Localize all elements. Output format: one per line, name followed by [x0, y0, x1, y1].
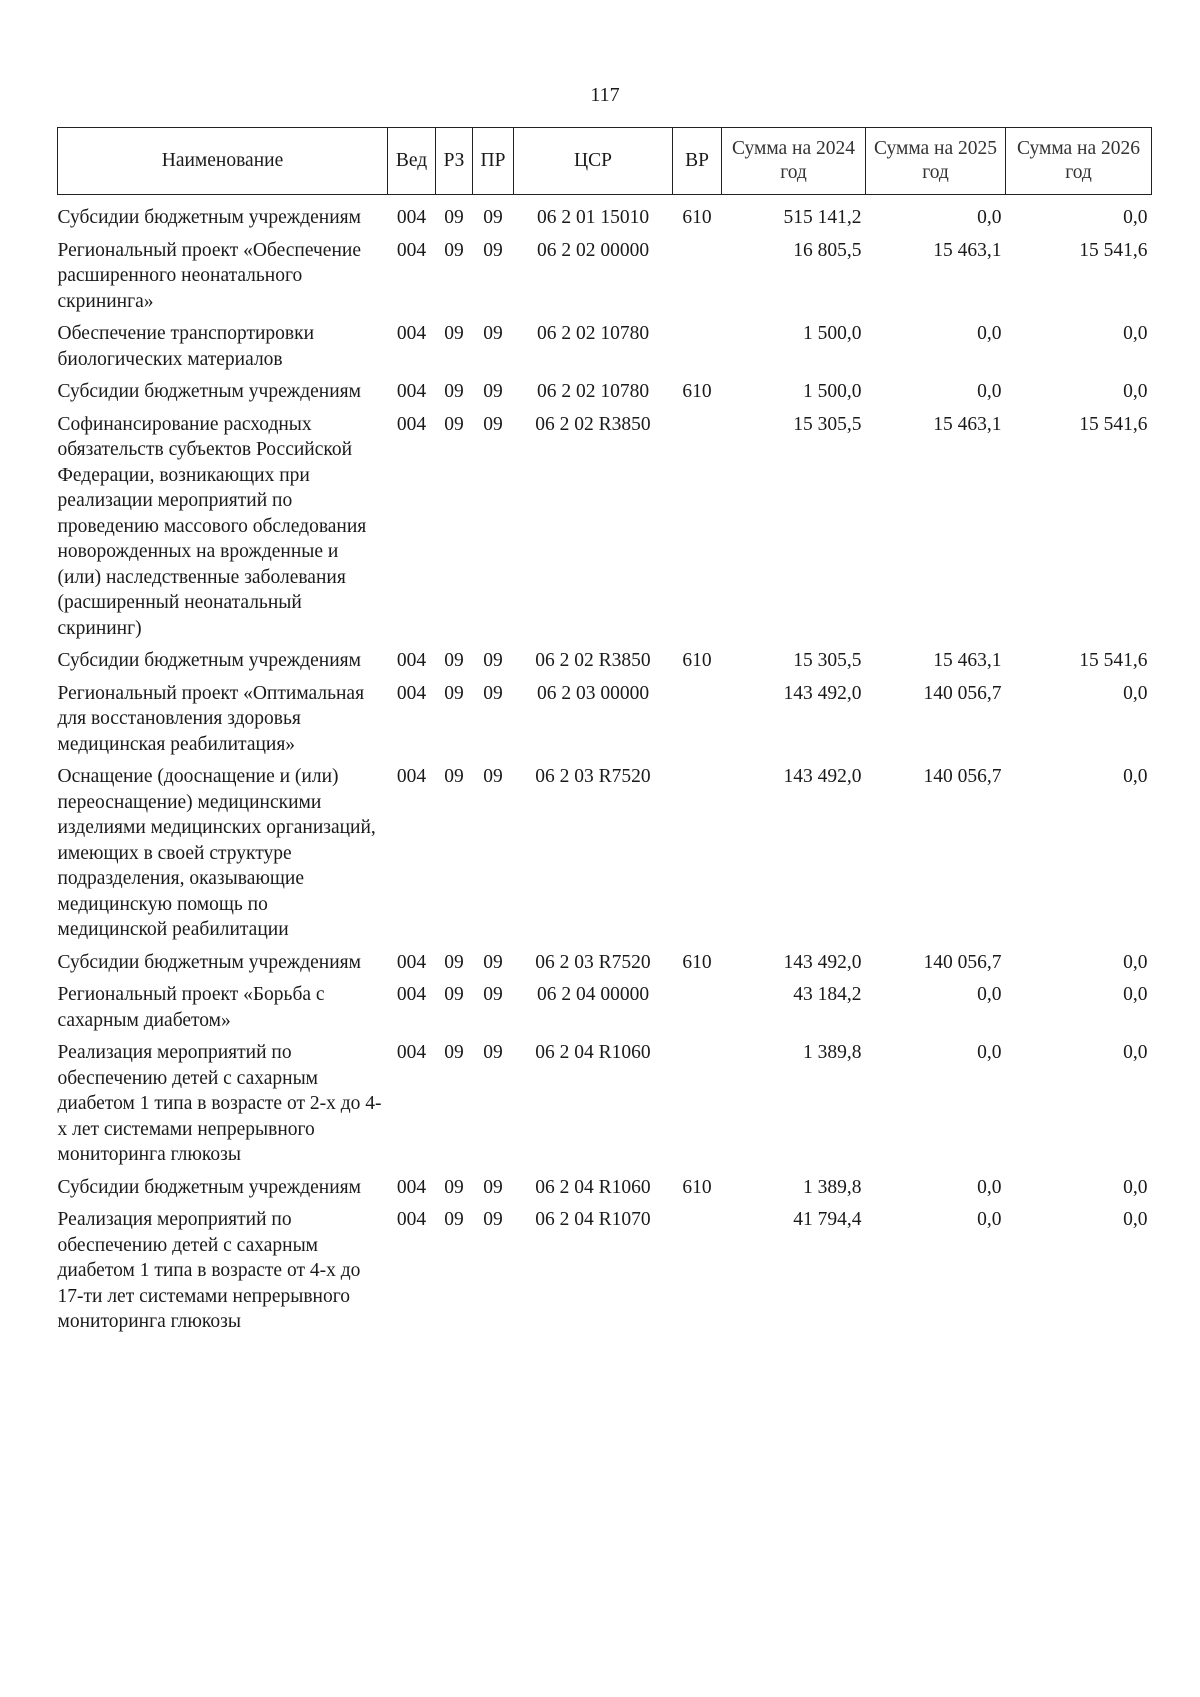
row-sum-2025: 0,0 — [977, 1209, 1002, 1230]
row-pr: 09 — [483, 766, 503, 787]
table-row — [58, 405, 1152, 642]
row-sum-2025: 0,0 — [977, 1042, 1002, 1063]
row-vr — [673, 975, 722, 1033]
row-vr: 610 — [682, 1176, 712, 1198]
header-pr: ПР — [473, 128, 514, 195]
row-sum-2025: 0,0 — [977, 323, 1002, 344]
row-sum-2026: 0,0 — [1123, 766, 1148, 787]
row-name: Реализация мероприятий по обеспечению детей с сахарным диабетом 1 типа в возрасте от 2-х до 4-х лет системами непрерывного мониторинга глюкозы — [57, 1042, 382, 1165]
table-row — [58, 1168, 1152, 1201]
row-sum-2024: 143 492,0 — [783, 951, 862, 973]
row-name: Субсидии бюджетным учреждениям — [57, 207, 361, 228]
row-sum-2025: 140 056,7 — [923, 951, 1002, 973]
row-vr: 610 — [682, 650, 712, 671]
row-rz: 09 — [444, 984, 464, 1005]
table-row — [58, 757, 1152, 943]
row-sum-2024: 1 500,0 — [803, 381, 862, 402]
row-csr: 06 2 03 00000 — [536, 682, 650, 704]
table-row — [58, 231, 1152, 315]
row-ved: 004 — [396, 1176, 427, 1198]
row-sum-2024: 41 794,4 — [793, 1209, 862, 1230]
row-sum-2024: 15 305,5 — [793, 413, 862, 435]
header-name: Наименование — [58, 128, 388, 195]
row-ved: 004 — [396, 239, 427, 261]
row-pr: 09 — [483, 682, 503, 704]
row-sum-2024: 15 305,5 — [793, 650, 862, 671]
row-sum-2024: 1 389,8 — [803, 1042, 862, 1063]
row-ved: 004 — [396, 682, 427, 704]
row-sum-2026: 0,0 — [1123, 207, 1148, 228]
row-name: Реализация мероприятий по обеспечению детей с сахарным диабетом 1 типа в возрасте от 4-х до 17-ти лет системами непрерывного мониторинга глюкозы — [57, 1209, 361, 1332]
row-sum-2026: 0,0 — [1123, 1042, 1148, 1063]
row-rz: 09 — [444, 1176, 464, 1198]
row-rz: 09 — [444, 207, 464, 228]
row-pr: 09 — [483, 381, 503, 402]
row-sum-2024: 143 492,0 — [783, 682, 862, 704]
row-sum-2026: 0,0 — [1123, 984, 1148, 1005]
table-body — [58, 195, 1152, 1335]
table-row — [58, 975, 1152, 1033]
table-row — [58, 641, 1152, 674]
row-vr — [673, 674, 722, 758]
row-vr — [673, 314, 722, 372]
row-vr: 610 — [682, 207, 712, 228]
row-sum-2024: 43 184,2 — [793, 984, 862, 1005]
header-sum-2024: Сумма на 2024 год — [722, 128, 866, 195]
row-sum-2026: 0,0 — [1123, 951, 1148, 973]
table-row — [58, 943, 1152, 976]
row-rz: 09 — [444, 951, 464, 973]
row-ved: 004 — [396, 951, 427, 973]
row-rz: 09 — [444, 413, 464, 435]
row-ved: 004 — [396, 1042, 427, 1063]
row-pr: 09 — [483, 1209, 503, 1230]
table-row — [58, 195, 1152, 231]
header-csr: ЦСР — [514, 128, 673, 195]
row-rz: 09 — [444, 766, 464, 787]
row-sum-2026: 15 541,6 — [1079, 239, 1148, 261]
row-name: Обеспечение транспортировки биологических материалов — [57, 323, 315, 370]
row-vr: 610 — [682, 951, 712, 973]
row-csr: 06 2 02 R3850 — [535, 650, 651, 671]
row-pr: 09 — [483, 413, 503, 435]
row-csr: 06 2 02 10780 — [536, 323, 650, 344]
row-csr: 06 2 04 R1060 — [535, 1176, 651, 1198]
row-name: Субсидии бюджетным учреждениям — [57, 381, 361, 402]
row-sum-2026: 15 541,6 — [1079, 650, 1148, 671]
row-csr: 06 2 04 R1060 — [535, 1042, 651, 1063]
row-name: Субсидии бюджетным учреждениям — [57, 951, 361, 973]
row-ved: 004 — [396, 1209, 427, 1230]
row-sum-2025: 140 056,7 — [923, 682, 1002, 704]
row-sum-2025: 0,0 — [977, 984, 1002, 1005]
row-name: Оснащение (дооснащение и (или) переоснащение) медицинскими изделиями медицинских организаций, имеющих в своей структуре подразделения, оказывающие медицинскую помощь по медицинской реабилитации — [57, 766, 376, 940]
row-ved: 004 — [396, 207, 427, 228]
row-rz: 09 — [444, 1042, 464, 1063]
row-rz: 09 — [444, 682, 464, 704]
row-sum-2025: 15 463,1 — [933, 413, 1002, 435]
row-name: Региональный проект «Оптимальная для восстановления здоровья медицинская реабилитация» — [57, 682, 365, 755]
row-pr: 09 — [483, 239, 503, 261]
row-sum-2025: 15 463,1 — [933, 239, 1002, 261]
table-header-row — [58, 128, 1152, 195]
row-pr: 09 — [483, 207, 503, 228]
header-sum-2026: Сумма на 2026 год — [1006, 128, 1152, 195]
header-rz: РЗ — [436, 128, 473, 195]
row-csr: 06 2 03 R7520 — [535, 766, 651, 787]
row-ved: 004 — [396, 413, 427, 435]
row-sum-2024: 143 492,0 — [783, 766, 862, 787]
row-csr: 06 2 02 10780 — [536, 381, 650, 402]
row-pr: 09 — [483, 1042, 503, 1063]
table-row — [58, 314, 1152, 372]
row-rz: 09 — [444, 323, 464, 344]
row-sum-2025: 140 056,7 — [923, 766, 1002, 787]
row-ved: 004 — [396, 766, 427, 787]
row-sum-2025: 15 463,1 — [933, 650, 1002, 671]
row-vr — [673, 757, 722, 943]
table-row — [58, 674, 1152, 758]
row-sum-2024: 1 500,0 — [803, 323, 862, 344]
row-ved: 004 — [396, 984, 427, 1005]
row-sum-2026: 0,0 — [1123, 682, 1148, 704]
row-csr: 06 2 04 R1070 — [535, 1209, 651, 1230]
row-csr: 06 2 04 00000 — [536, 984, 650, 1005]
row-sum-2025: 0,0 — [977, 207, 1002, 228]
row-sum-2024: 515 141,2 — [783, 207, 862, 228]
row-name: Региональный проект «Обеспечение расширенного неонатального скрининга» — [57, 239, 361, 312]
row-vr: 610 — [682, 381, 712, 402]
row-sum-2026: 15 541,6 — [1079, 413, 1148, 435]
row-name: Софинансирование расходных обязательств субъектов Российской Федерации, возникающих при реализации мероприятий по проведению массового обследования новорожденных на врожденные и (или) наследственные заболевания (расширенный неонатальный скрининг) — [57, 413, 367, 639]
row-pr: 09 — [483, 984, 503, 1005]
row-ved: 004 — [396, 650, 427, 671]
table-row — [58, 1033, 1152, 1168]
row-vr — [673, 1200, 722, 1335]
table-row — [58, 1200, 1152, 1335]
row-name: Субсидии бюджетным учреждениям — [57, 650, 361, 671]
row-sum-2026: 0,0 — [1123, 381, 1148, 402]
header-ved: Вед — [388, 128, 436, 195]
row-sum-2024: 16 805,5 — [793, 239, 862, 261]
row-csr: 06 2 02 R3850 — [535, 413, 651, 435]
row-csr: 06 2 03 R7520 — [535, 951, 651, 973]
row-pr: 09 — [483, 650, 503, 671]
row-name: Региональный проект «Борьба с сахарным диабетом» — [57, 984, 325, 1031]
row-vr — [673, 405, 722, 642]
table-row — [58, 372, 1152, 405]
row-rz: 09 — [444, 381, 464, 402]
row-sum-2026: 0,0 — [1123, 1209, 1148, 1230]
row-rz: 09 — [444, 650, 464, 671]
row-sum-2026: 0,0 — [1123, 323, 1148, 344]
row-pr: 09 — [483, 951, 503, 973]
header-sum-2025: Сумма на 2025 год — [866, 128, 1006, 195]
row-csr: 06 2 01 15010 — [536, 207, 650, 228]
budget-table — [57, 127, 1152, 1335]
row-sum-2024: 1 389,8 — [803, 1176, 862, 1198]
row-pr: 09 — [483, 323, 503, 344]
row-name: Субсидии бюджетным учреждениям — [57, 1176, 361, 1198]
row-sum-2025: 0,0 — [977, 1176, 1002, 1198]
row-sum-2025: 0,0 — [977, 381, 1002, 402]
row-ved: 004 — [396, 381, 427, 402]
row-vr — [673, 1033, 722, 1168]
row-rz: 09 — [444, 1209, 464, 1230]
row-pr: 09 — [483, 1176, 503, 1198]
row-sum-2026: 0,0 — [1123, 1176, 1148, 1198]
row-rz: 09 — [444, 239, 464, 261]
row-ved: 004 — [396, 323, 427, 344]
row-vr — [673, 231, 722, 315]
row-csr: 06 2 02 00000 — [536, 239, 650, 261]
header-vr: ВР — [673, 128, 722, 195]
page-number: 117 — [590, 84, 620, 106]
